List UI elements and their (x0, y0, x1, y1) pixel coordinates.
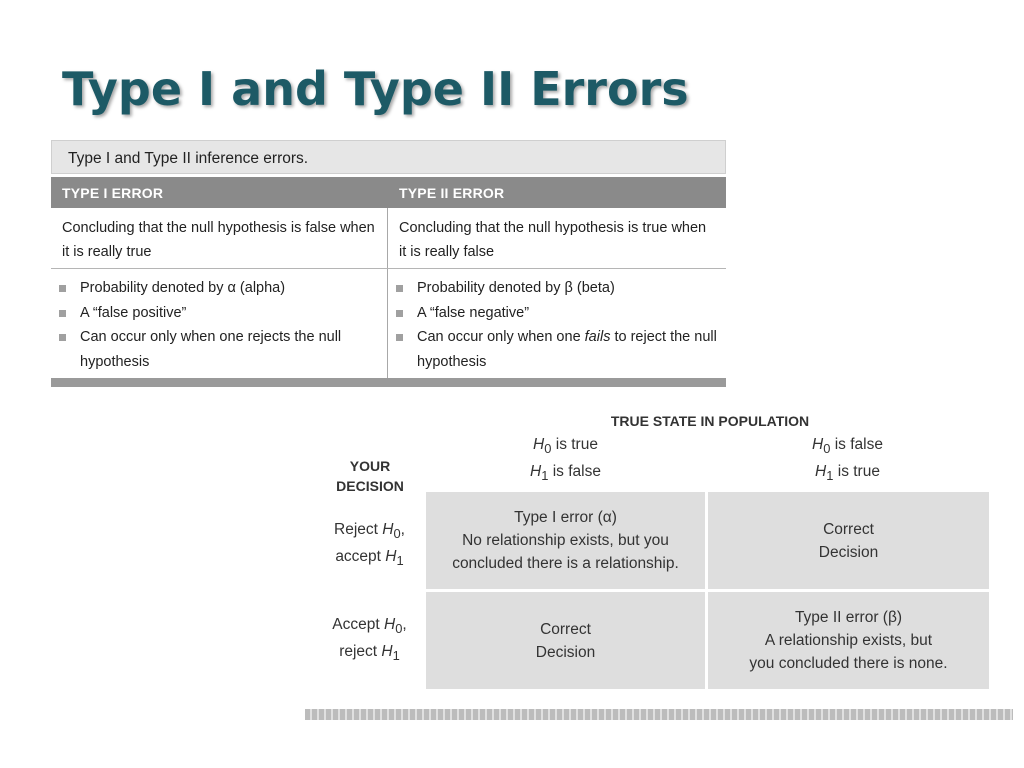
inference-errors-table (51, 140, 726, 387)
cell-type-two-error: Type II error (β) A relationship exists, but you concluded there is none. (708, 592, 989, 689)
list-item: A “false positive” (59, 301, 381, 326)
type-one-header: TYPE I ERROR (62, 185, 164, 201)
type-two-properties (388, 269, 726, 378)
table-bottom-rule (51, 378, 726, 387)
decorative-bottom-strip (305, 709, 1013, 720)
definition-row (51, 208, 726, 269)
decision-matrix (300, 400, 1000, 700)
true-state-caption: TRUE STATE IN POPULATION (610, 413, 810, 429)
emphasis-fails: fails (584, 329, 611, 345)
table-caption: Type I and Type II inference errors. (51, 140, 726, 174)
type-one-properties (51, 269, 388, 378)
alpha-symbol: α (227, 280, 236, 296)
slide-title: Type I and Type II Errors (62, 62, 689, 116)
list-item: Probability denoted by β (beta) (396, 276, 720, 301)
type-one-bullet-list (51, 269, 387, 374)
type-one-definition: Concluding that the null hypothesis is false when it is really true (51, 208, 388, 268)
your-decision-caption: YOUR DECISION (336, 458, 404, 494)
list-item: Can occur only when one fails to reject the null hypothesis (396, 325, 720, 374)
row-label-accept-h0: Accept $H_0$, reject $H_1$ (332, 616, 407, 664)
list-item: Can occur only when one rejects the null hypothesis (59, 325, 381, 374)
beta-symbol: β (564, 280, 573, 296)
column-label-h0-true: $H_0$ is true $H_1$ is false (530, 436, 601, 484)
type-two-definition: Concluding that the null hypothesis is true when it is really false (399, 220, 707, 260)
list-item: A “false negative” (396, 301, 720, 326)
cell-correct-decision-1: Correct Decision (708, 492, 989, 589)
list-item: Probability denoted by α (alpha) (59, 276, 381, 301)
type-two-header: TYPE II ERROR (399, 185, 505, 201)
cell-type-one-error: Type I error (α) No relationship exists, but you concluded there is a relationship. (426, 492, 705, 589)
column-label-h0-false: $H_0$ is false $H_1$ is true (812, 436, 883, 484)
table-header-row (51, 177, 726, 208)
cell-correct-decision-2: Correct Decision (426, 592, 705, 689)
type-two-bullet-list (388, 269, 726, 374)
properties-row (51, 269, 726, 378)
row-label-reject-h0: Reject $H_0$, accept $H_1$ (334, 521, 405, 569)
